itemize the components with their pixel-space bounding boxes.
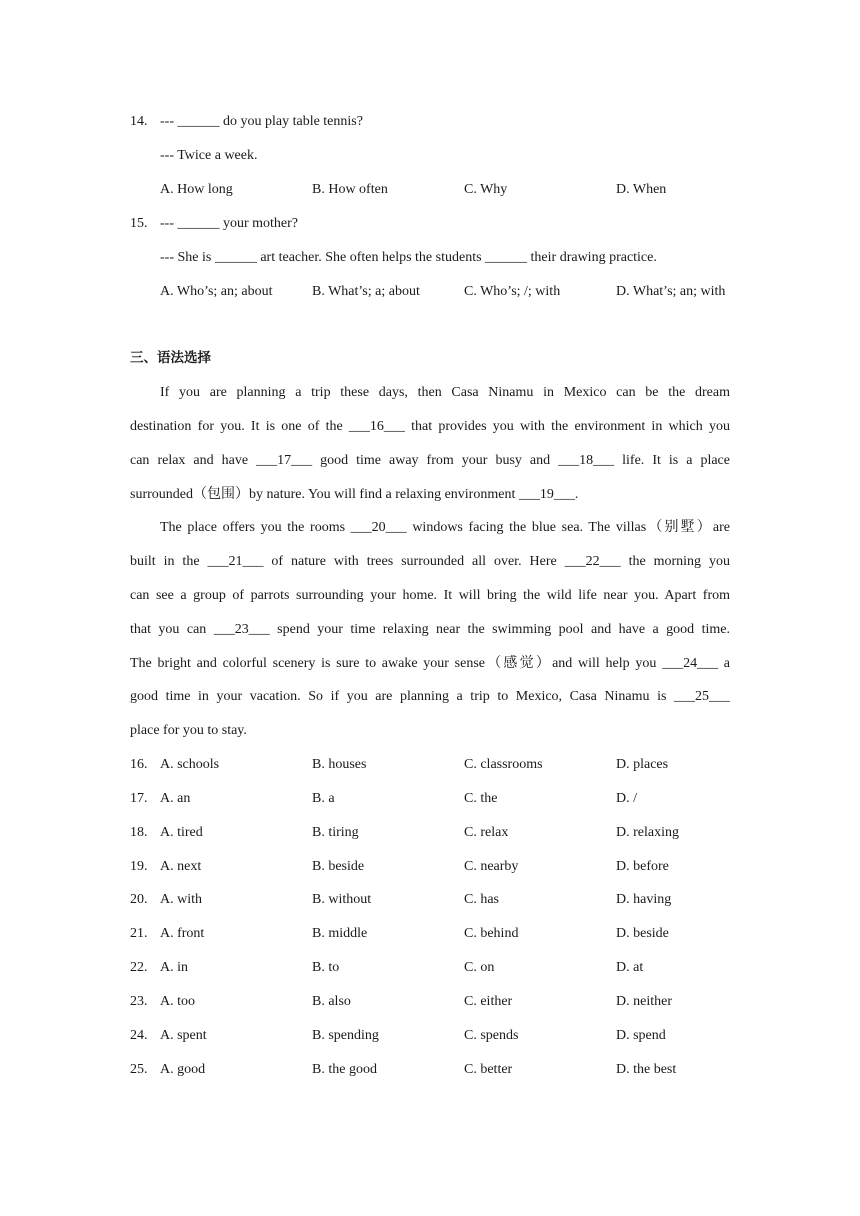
choice-option-d: D. / — [616, 791, 637, 806]
passage-line: can relax and have ___17___ good time away from your busy and ___18___ life. It is a place — [130, 453, 730, 468]
choice-option-d: D. places — [616, 757, 669, 772]
choice-option-a: A. schools — [160, 757, 220, 772]
passage-line: destination for you. It is one of the ___16___ that provides you with the environment in which you — [130, 419, 730, 434]
q14-option-b: B. How often — [312, 182, 388, 197]
choice-option-b: B. middle — [312, 926, 368, 941]
choice-option-d: D. beside — [616, 926, 669, 941]
choice-number: 19. — [130, 859, 148, 874]
passage-line: that you can ___23___ spend your time relaxing near the swimming pool and have a good time. — [130, 622, 730, 637]
choice-option-c: C. relax — [464, 825, 509, 840]
choice-option-a: A. good — [160, 1062, 206, 1077]
passage-line: The place offers you the rooms ___20___ windows facing the blue sea. The villas（别墅）are — [160, 520, 730, 535]
choice-number: 23. — [130, 994, 148, 1009]
q14-number: 14. — [130, 114, 148, 129]
choice-number: 21. — [130, 926, 148, 941]
q15-number: 15. — [130, 216, 148, 231]
choice-option-b: B. without — [312, 892, 372, 907]
choice-option-c: C. better — [464, 1062, 513, 1077]
choice-number: 20. — [130, 892, 148, 907]
choice-option-c: C. classrooms — [464, 757, 543, 772]
choice-option-b: B. also — [312, 994, 351, 1009]
choice-option-c: C. has — [464, 892, 499, 907]
q14-option-c: C. Why — [464, 182, 508, 197]
choice-option-c: C. spends — [464, 1028, 519, 1043]
choice-number: 24. — [130, 1028, 148, 1043]
choice-option-b: B. spending — [312, 1028, 379, 1043]
choice-option-a: A. front — [160, 926, 205, 941]
choice-option-a: A. tired — [160, 825, 203, 840]
q14-question: --- ______ do you play table tennis? — [160, 114, 363, 129]
choice-number: 16. — [130, 757, 148, 772]
passage-line: The bright and colorful scenery is sure to awake your sense（感觉）and will help you ___24___ a — [130, 656, 730, 671]
passage-line: place for you to stay. — [130, 723, 247, 738]
q15-option-d: D. What’s; an; with — [616, 284, 726, 299]
choice-option-d: D. the best — [616, 1062, 677, 1077]
choice-option-b: B. beside — [312, 859, 365, 874]
q14-option-d: D. When — [616, 182, 667, 197]
choice-option-a: A. in — [160, 960, 188, 975]
choice-option-d: D. spend — [616, 1028, 666, 1043]
section-heading: 三、语法选择 — [130, 350, 211, 366]
choice-number: 22. — [130, 960, 148, 975]
q15-option-a: A. Who’s; an; about — [160, 284, 273, 299]
q14-answer: --- Twice a week. — [160, 148, 258, 163]
choice-option-c: C. nearby — [464, 859, 519, 874]
choice-option-a: A. spent — [160, 1028, 207, 1043]
passage-line: surrounded（包围）by nature. You will find a relaxing environment ___19___. — [130, 487, 579, 502]
choice-number: 18. — [130, 825, 148, 840]
choice-option-a: A. with — [160, 892, 202, 907]
choice-option-d: D. neither — [616, 994, 672, 1009]
q14-option-a: A. How long — [160, 182, 233, 197]
q15-option-c: C. Who’s; /; with — [464, 284, 561, 299]
choice-option-b: B. a — [312, 791, 335, 806]
choice-option-c: C. behind — [464, 926, 519, 941]
q15-answer: --- She is ______ art teacher. She often helps the students ______ their drawing practice. — [160, 250, 657, 265]
passage-line: good time in your vacation. So if you are planning a trip to Mexico, Casa Ninamu is ___25___ — [130, 689, 730, 704]
choice-option-c: C. either — [464, 994, 513, 1009]
choice-option-c: C. the — [464, 791, 498, 806]
choice-option-b: B. tiring — [312, 825, 359, 840]
choice-option-a: A. next — [160, 859, 202, 874]
passage-line: built in the ___21___ of nature with trees surrounded all over. Here ___22___ the morning you — [130, 554, 730, 569]
choice-number: 25. — [130, 1062, 148, 1077]
choice-option-d: D. at — [616, 960, 644, 975]
choice-option-c: C. on — [464, 960, 495, 975]
q15-option-b: B. What’s; a; about — [312, 284, 420, 299]
q15-question: --- ______ your mother? — [160, 216, 299, 231]
choice-option-b: B. the good — [312, 1062, 377, 1077]
choice-number: 17. — [130, 791, 148, 806]
choice-option-b: B. houses — [312, 757, 367, 772]
choice-option-d: D. having — [616, 892, 672, 907]
choice-option-a: A. an — [160, 791, 191, 806]
choice-option-d: D. relaxing — [616, 825, 679, 840]
passage-line: If you are planning a trip these days, then Casa Ninamu in Mexico can be the dream — [160, 385, 730, 400]
choice-option-a: A. too — [160, 994, 195, 1009]
passage-line: can see a group of parrots surrounding your home. It will bring the wild life near you. Apart from — [130, 588, 730, 603]
choice-option-d: D. before — [616, 859, 669, 874]
choice-option-b: B. to — [312, 960, 340, 975]
